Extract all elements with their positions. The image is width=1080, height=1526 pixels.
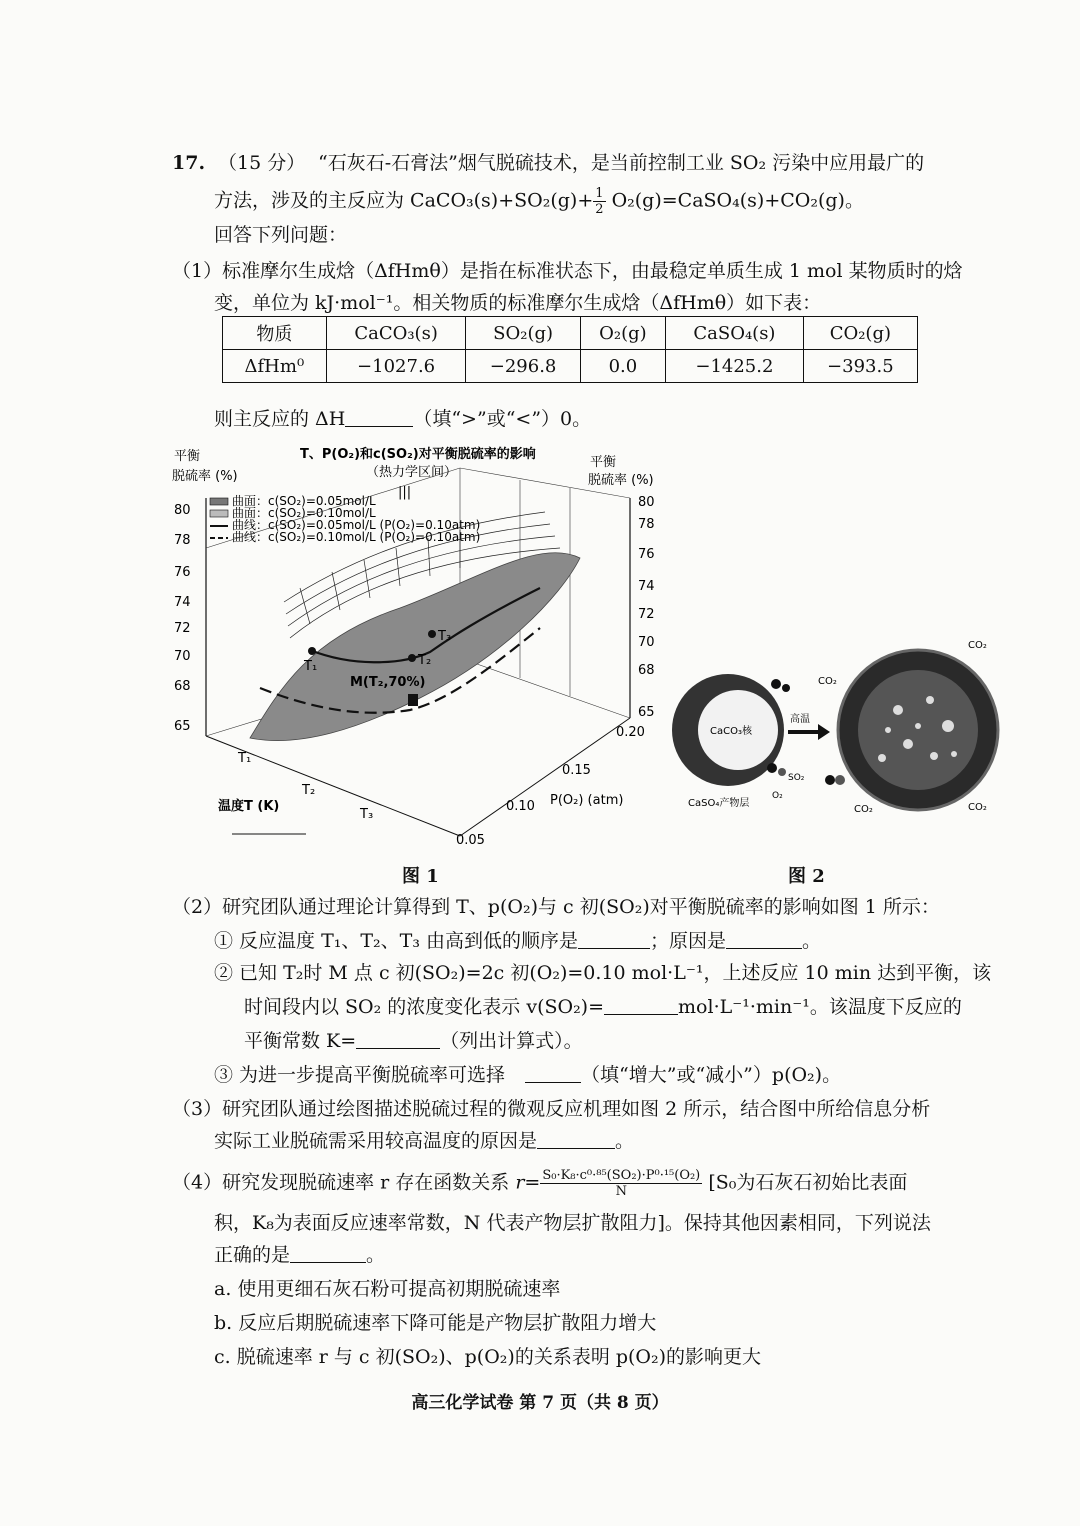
point-label: T₂ — [418, 653, 432, 668]
point-t2 — [408, 654, 416, 662]
left-axis-label-1: 平衡 — [174, 449, 201, 464]
left-tick: 70 — [174, 649, 191, 664]
table-row-label: ΔfHm⁰ — [223, 350, 327, 383]
intro-line-2b: O₂(g)=CaSO₄(s)+CO₂(g)。 — [605, 189, 864, 212]
right-tick: 70 — [638, 635, 655, 650]
table-header-cell: CaCO₃(s) — [326, 317, 466, 350]
molecule-icon — [778, 768, 786, 776]
part4-line1b: [S₀为石灰石初始比表面 — [708, 1171, 908, 1194]
table-header-cell: O₂(g) — [580, 317, 665, 350]
right-axis-label-2: 脱硫率 (%) — [588, 473, 654, 488]
figure1-marker: ||| — [398, 485, 412, 500]
rate-denominator: N — [615, 1184, 627, 1199]
table-cell: −393.5 — [803, 350, 917, 383]
o2-label: O₂ — [772, 791, 783, 801]
part1-line2: 变，单位为 kJ·mol⁻¹。相关物质的标准摩尔生成焓（ΔfHmθ）如下表： — [214, 292, 822, 314]
part2-q3 — [214, 1062, 841, 1088]
table-cell: −1425.2 — [666, 350, 804, 383]
intro-line-2a: 方法，涉及的主反应为 CaCO₃(s)+SO₂(g)+ — [214, 189, 594, 212]
part2-q2b: 时间段内以 SO₂ 的浓度变化表示 v(SO₂)= — [244, 996, 605, 1018]
part2-q2c: mol·L⁻¹·min⁻¹。该温度下反应的 — [678, 996, 962, 1018]
co2-label: CO₂ — [968, 640, 987, 651]
left-tick: 65 — [174, 719, 191, 734]
p-tick: 0.05 — [456, 833, 485, 848]
right-tick: 76 — [638, 547, 655, 562]
so2-label: SO₂ — [788, 773, 805, 783]
part2-q1 — [214, 928, 821, 954]
molecule-icon — [835, 775, 845, 785]
part3-line2b: 。 — [615, 1130, 635, 1152]
figure1-legend — [210, 493, 480, 544]
table-header-row — [223, 317, 918, 350]
answer-blank[interactable] — [537, 1128, 615, 1149]
t-tick: T₃ — [360, 807, 374, 822]
right-tick: 65 — [638, 705, 655, 720]
legend-item: 曲线：c(SO₂)=0.10mol/L (P(O₂)=0.10atm) — [232, 530, 481, 544]
part2-q2a: ② 已知 T₂时 M 点 c 初(SO₂)=2c 初(O₂)=0.10 mol·L⁻¹，上述反应 10 min 达到平衡，该 — [214, 962, 992, 984]
part1-line1: （1）标准摩尔生成焓（ΔfHmθ）是指在标准状态下，由最稳定单质生成 1 mol 某物质时的焓 — [172, 260, 963, 282]
part1-question — [214, 406, 591, 432]
figure1-label: 图 1 — [402, 866, 439, 887]
answer-prompt: 回答下列问题： — [214, 224, 348, 246]
answer-blank[interactable] — [604, 994, 678, 1015]
part1-question-a: 则主反应的 ΔH — [214, 408, 346, 430]
part2-line1: （2）研究团队通过理论计算得到 T、p(O₂)与 c 初(SO₂)对平衡脱硫率的影响如图 1 所示： — [172, 896, 940, 918]
option-b: b. 反应后期脱硫速率下降可能是产物层扩散阻力增大 — [214, 1312, 657, 1334]
question-points: （15 分） — [218, 152, 306, 174]
part3-line1: （3）研究团队通过绘图描述脱硫过程的微观反应机理如图 2 所示，结合图中所给信息分析 — [172, 1098, 931, 1120]
answer-blank[interactable] — [525, 1062, 581, 1083]
rate-symbol: r= — [515, 1171, 541, 1194]
table-header-cell: 物质 — [223, 317, 327, 350]
part4-line1 — [172, 1168, 907, 1199]
left-tick: 74 — [174, 595, 191, 610]
part2-q2d: 平衡常数 K= — [244, 1030, 357, 1052]
left-axis-label-2: 脱硫率 (%) — [172, 469, 238, 484]
table-cell: −296.8 — [466, 350, 580, 383]
molecule-icon — [825, 775, 835, 785]
right-tick: 74 — [638, 579, 655, 594]
legend-swatch-surface-2 — [210, 510, 228, 517]
page-footer: 高三化学试卷 第 7 页（共 8 页） — [411, 1393, 669, 1413]
left-tick: 72 — [174, 621, 191, 636]
part2-q3a: ③ 为进一步提高平衡脱硫率可选择 — [214, 1064, 506, 1086]
figure2-mechanism — [668, 630, 1008, 830]
answer-blank[interactable] — [578, 928, 650, 949]
answer-blank[interactable] — [726, 928, 802, 949]
molecule-icon — [767, 763, 777, 773]
co2-label: CO₂ — [854, 804, 873, 815]
part2-q2d-line — [244, 1028, 583, 1054]
p-tick: 0.20 — [616, 725, 645, 740]
point-t3 — [428, 630, 436, 638]
point-label: T₃ — [438, 629, 452, 644]
part3-line2 — [214, 1128, 634, 1154]
option-a: a. 使用更细石灰石粉可提高初期脱硫速率 — [214, 1278, 561, 1300]
half-num: 1 — [595, 186, 604, 201]
surface-lower — [250, 553, 580, 741]
m-point-label: M(T₂,70%) — [350, 675, 426, 690]
t-tick: T₂ — [302, 783, 316, 798]
answer-blank[interactable] — [356, 1028, 440, 1049]
part2-q3b: （填“增大”或“减小”）p(O₂)。 — [581, 1064, 842, 1086]
m-point-marker — [408, 694, 418, 706]
figure1-title: T、P(O₂)和c(SO₂)对平衡脱硫率的影响 — [300, 447, 536, 462]
legend-item: 曲线：c(SO₂)=0.05mol/L (P(O₂)=0.10atm) — [232, 518, 481, 532]
t-axis-label: 温度T (K) — [218, 799, 280, 814]
table-row — [223, 350, 918, 383]
part2-q1c: 。 — [802, 930, 822, 952]
p-tick: 0.10 — [506, 799, 535, 814]
part2-q2b-line — [244, 994, 962, 1020]
part4-line1a: （4）研究发现脱硫速率 r 存在函数关系 — [172, 1171, 510, 1194]
part4-line2: 积，K₈为表面反应速率常数，N 代表产物层扩散阻力]。保持其他因素相同，下列说法 — [214, 1212, 931, 1234]
right-axis-label-1: 平衡 — [590, 455, 617, 470]
table-header-cell: CaSO₄(s) — [666, 317, 804, 350]
enthalpy-table — [222, 316, 918, 383]
right-tick: 80 — [638, 495, 655, 510]
legend-item: 曲面：c(SO₂)=0.10mol/L — [232, 506, 376, 520]
option-c: c. 脱硫速率 r 与 c 初(SO₂)、p(O₂)的关系表明 p(O₂)的影响更大 — [214, 1346, 762, 1368]
molecule-icon — [771, 679, 781, 689]
figure1-subtitle: （热力学区间） — [366, 465, 458, 480]
question-number: 17. — [172, 152, 206, 174]
part2-q1b: ；原因是 — [650, 930, 727, 952]
point-t1 — [308, 647, 316, 655]
shell-label: CaSO₄产物层 — [688, 798, 750, 809]
part3-line2a: 实际工业脱硫需采用较高温度的原因是 — [214, 1130, 538, 1152]
table-cell: 0.0 — [580, 350, 665, 383]
t-tick: T₁ — [238, 751, 252, 766]
left-tick: 68 — [174, 679, 191, 694]
legend-item: 曲面：c(SO₂)=0.05mol/L — [232, 494, 376, 508]
molecule-icon — [782, 684, 790, 692]
core-label: CaCO₃核 — [710, 726, 752, 737]
right-tick: 72 — [638, 607, 655, 622]
part2-q2e: （列出计算式）。 — [440, 1030, 583, 1052]
intro-line-2 — [214, 186, 864, 217]
part4-line3b: 。 — [366, 1244, 386, 1266]
co2-label: CO₂ — [818, 676, 837, 687]
table-cell: −1027.6 — [326, 350, 466, 383]
point-label: T₁ — [304, 659, 318, 674]
part2-q1a: ① 反应温度 T₁、T₂、T₃ 由高到低的顺序是 — [214, 930, 578, 952]
answer-blank[interactable] — [290, 1242, 366, 1263]
p-axis-label: P(O₂) (atm) — [550, 793, 624, 808]
part4-line3 — [214, 1242, 385, 1268]
intro-line-1: “石灰石-石膏法”烟气脱硫技术，是当前控制工业 SO₂ 污染中应用最广的 — [318, 152, 925, 174]
right-tick: 78 — [638, 517, 655, 532]
half-den: 2 — [595, 202, 604, 217]
table-header-cell: SO₂(g) — [466, 317, 580, 350]
rate-numerator: S₀·K₈·c⁰·⁸⁵(SO₂)·P⁰·¹⁵(O₂) — [542, 1168, 701, 1183]
half-fraction — [593, 186, 605, 217]
high-temp-arrow-icon — [788, 724, 830, 740]
rate-fraction — [540, 1168, 702, 1199]
left-tick: 80 — [174, 503, 191, 518]
left-tick: 78 — [174, 533, 191, 548]
table-header-cell: CO₂(g) — [803, 317, 917, 350]
legend-swatch-surface-1 — [210, 498, 228, 505]
part4-line3a: 正确的是 — [214, 1244, 291, 1266]
porous-particle-inner — [858, 670, 978, 790]
co2-label: CO₂ — [968, 802, 987, 813]
figure2-label: 图 2 — [788, 866, 825, 887]
figure1-3d-plot — [160, 438, 660, 850]
left-tick: 76 — [174, 565, 191, 580]
right-tick: 68 — [638, 663, 655, 678]
p-tick: 0.15 — [562, 763, 591, 778]
part1-question-b: （填“>”或“<”）0。 — [413, 408, 592, 430]
answer-blank[interactable] — [345, 406, 413, 427]
arrow-label: 高温 — [790, 714, 810, 725]
